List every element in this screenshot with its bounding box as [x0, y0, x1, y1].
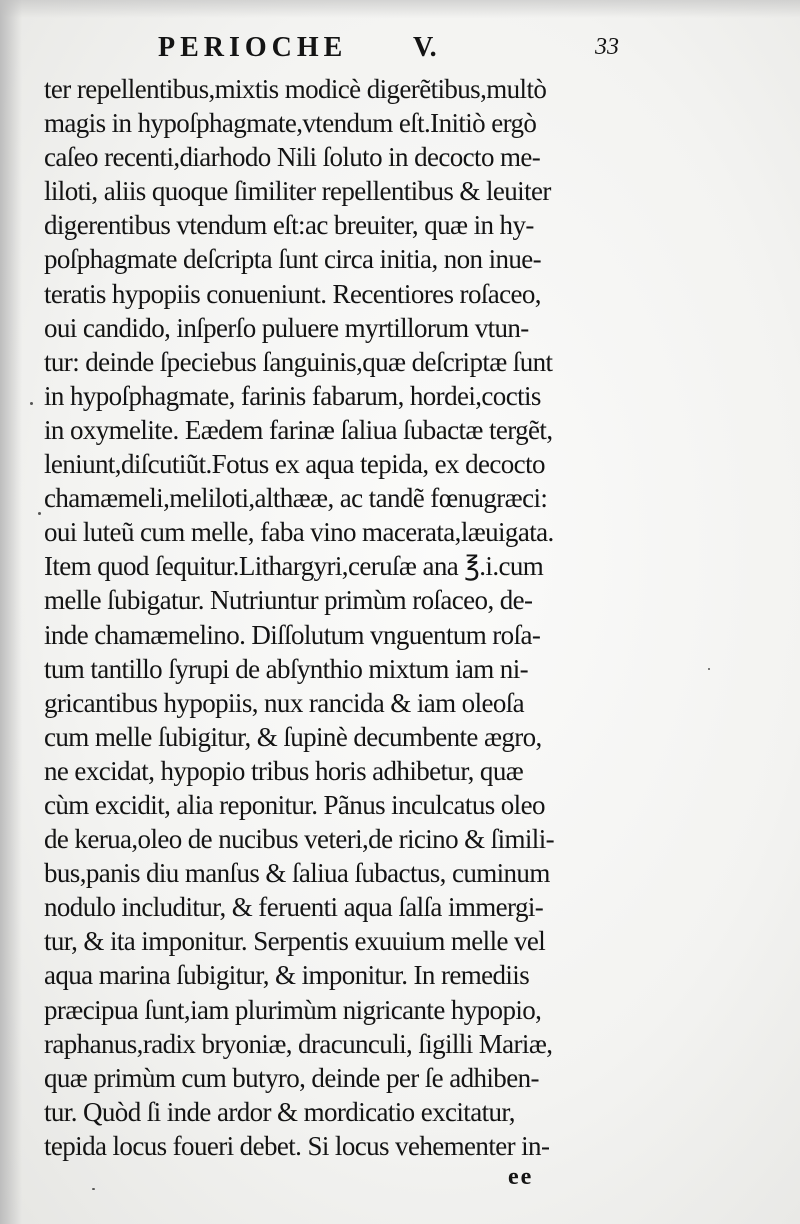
body-text: [44, 72, 644, 1163]
text-line: tum tantillo ſyrupi de abſynthio mixtum iam ni-: [44, 653, 528, 684]
text-line: cum melle ſubigitur, & ſupinè decumbente ægro,: [44, 721, 542, 752]
text-line: bus,panis diu manſus & ſaliua ſubactus, cuminum: [44, 858, 550, 889]
text-line: caſeo recenti,diarhodo Nili ſoluto in decocto me-: [44, 142, 541, 173]
paper-speck: [92, 1188, 95, 1190]
text-line: tur: deinde ſpeciebus ſanguinis,quæ deſcriptæ ſunt: [44, 346, 553, 377]
text-line: aqua marina ſubigitur, & imponitur. In remediis: [44, 960, 530, 991]
text-line: leniunt,diſcutiũt.Fotus ex aqua tepida, ex decocto: [44, 449, 545, 480]
text-line: raphanus,radix bryoniæ, dracunculi, ſigilli Mariæ,: [44, 1028, 553, 1059]
text-line: de kerua,oleo de nucibus veteri,de ricino & ſimili-: [44, 824, 554, 855]
text-line: cùm excidit, alia reponitur. Pãnus inculcatus oleo: [44, 789, 545, 820]
text-line: chamæmeli,meliloti,althææ, ac tandẽ fœnugræci:: [44, 483, 548, 514]
text-line: digerentibus vtendum eſt:ac breuiter, quæ in hy-: [44, 210, 534, 241]
text-line: ter repellentibus,mixtis modicè digerẽtibus,multò: [44, 74, 547, 104]
text-line: nodulo includitur, & feruenti aqua ſalſa immergi-: [44, 892, 544, 923]
text-line: oui luteũ cum melle, faba vino macerata,læuigata.: [44, 517, 554, 548]
text-line: Item quod ſequitur.Lithargyri,ceruſæ ana ℥.i.cum: [44, 551, 544, 582]
text-line: tur, & ita imponitur. Serpentis exuuium melle vel: [44, 926, 546, 957]
chapter-number: V.: [413, 32, 437, 63]
text-line: in hypoſphagmate, farinis fabarum, hordei,coctis: [44, 380, 541, 411]
text-line: quæ primùm cum butyro, deinde per ſe adhiben-: [44, 1062, 539, 1093]
catchword: ee: [508, 1164, 534, 1190]
text-line: inde chamæmelino. Diſſolutum vnguentum roſa-: [44, 619, 541, 650]
text-line: ne excidat, hypopio tribus horis adhibetur, quæ: [44, 755, 524, 786]
text-line: teratis hypopiis conueniunt. Recentiores roſaceo,: [44, 278, 541, 309]
page-header: [158, 28, 628, 68]
text-line: poſphagmate deſcripta ſunt circa initia, non inue-: [44, 244, 542, 275]
text-line: melle ſubigatur. Nutriuntur primùm roſaceo, de-: [44, 585, 533, 616]
text-line: in oxymelite. Eædem farinæ ſaliua ſubactæ tergẽt,: [44, 414, 553, 445]
text-line: oui candido, inſperſo puluere myrtillorum vtun-: [44, 312, 529, 343]
paper-speck: [38, 512, 41, 515]
text-line: tur. Quòd ſi inde ardor & mordicatio excitatur,: [44, 1096, 515, 1127]
paper-speck: [708, 668, 710, 670]
text-line: tepida locus foueri debet. Si locus vehementer in-: [44, 1130, 550, 1161]
text-line: præcipua ſunt,iam plurimùm nigricante hypopio,: [44, 994, 542, 1025]
text-line: gricantibus hypopiis, nux rancida & iam oleoſa: [44, 687, 525, 718]
page-number: 33: [595, 34, 619, 60]
text-line: liloti, aliis quoque ſimiliter repellentibus & leuiter: [44, 176, 551, 207]
running-head: PERIOCHE: [158, 32, 348, 63]
paper-speck: [30, 402, 33, 405]
text-line: magis in hypoſphagmate,vtendum eſt.Initiò ergò: [44, 108, 537, 139]
